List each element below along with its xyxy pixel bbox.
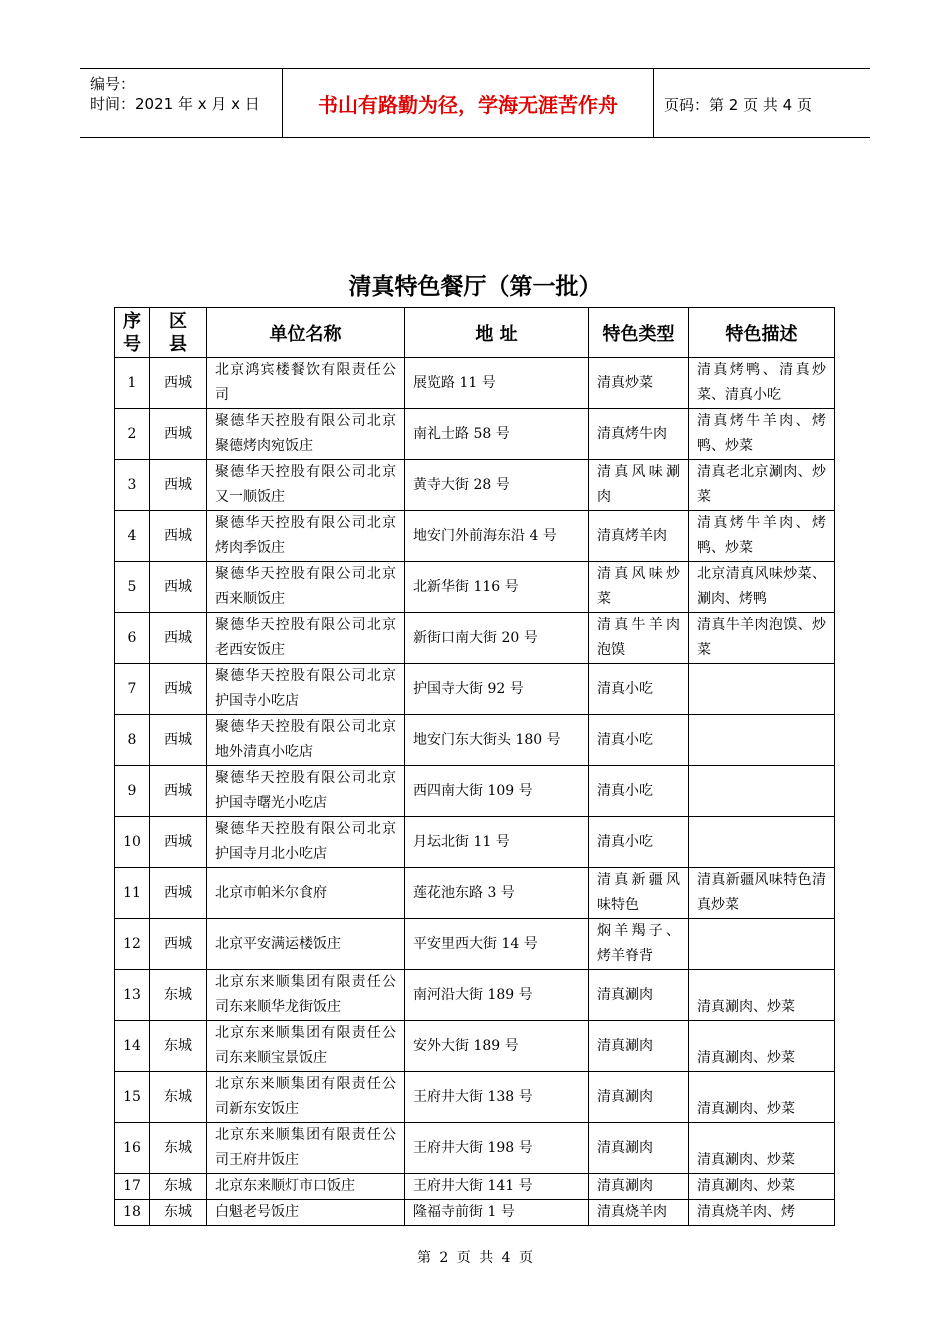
cell-district: 东城 [150, 1123, 207, 1174]
cell-address: 地安门东大街头 180 号 [405, 715, 589, 766]
page-header [80, 68, 870, 138]
cell-district: 西城 [150, 511, 207, 562]
cell-type: 清真涮肉 [589, 1123, 689, 1174]
cell-district: 东城 [150, 1021, 207, 1072]
cell-type: 清真烧羊肉 [589, 1200, 689, 1226]
cell-type: 清真炒菜 [589, 358, 689, 409]
cell-name: 聚德华天控股有限公司北京护国寺曙光小吃店 [207, 766, 405, 817]
cell-desc [689, 715, 835, 766]
cell-address: 北新华街 116 号 [405, 562, 589, 613]
cell-type: 清真小吃 [589, 817, 689, 868]
cell-name: 北京鸿宾楼餐饮有限责任公司 [207, 358, 405, 409]
cell-no: 4 [115, 511, 150, 562]
cell-no: 5 [115, 562, 150, 613]
cell-district: 西城 [150, 817, 207, 868]
header-district-text: 区县 [169, 310, 187, 355]
cell-address: 莲花池东路 3 号 [405, 868, 589, 919]
cell-no: 17 [115, 1174, 150, 1200]
cell-type: 清真小吃 [589, 715, 689, 766]
cell-type: 清真小吃 [589, 664, 689, 715]
cell-name: 北京东来顺灯市口饭庄 [207, 1174, 405, 1200]
table-row [115, 1123, 835, 1174]
cell-name: 聚德华天控股有限公司北京护国寺小吃店 [207, 664, 405, 715]
cell-district: 东城 [150, 1200, 207, 1226]
table-row [115, 970, 835, 1021]
cell-desc [689, 919, 835, 970]
table-row [115, 664, 835, 715]
cell-no: 2 [115, 409, 150, 460]
cell-desc: 清真涮肉、炒菜 [689, 970, 835, 1021]
cell-no: 8 [115, 715, 150, 766]
table-row [115, 1021, 835, 1072]
cell-type: 清真小吃 [589, 766, 689, 817]
table-row [115, 358, 835, 409]
cell-desc [689, 766, 835, 817]
cell-desc: 清真烤牛羊肉、烤鸭、炒菜 [689, 511, 835, 562]
cell-desc [689, 817, 835, 868]
table-row [115, 511, 835, 562]
table-row [115, 409, 835, 460]
cell-address: 隆福寺前街 1 号 [405, 1200, 589, 1226]
cell-name: 北京平安满运楼饭庄 [207, 919, 405, 970]
cell-desc [689, 664, 835, 715]
cell-name: 北京东来顺集团有限责任公司东来顺宝景饭庄 [207, 1021, 405, 1072]
cell-type: 清真涮肉 [589, 970, 689, 1021]
cell-address: 黄寺大街 28 号 [405, 460, 589, 511]
header-district [150, 308, 207, 358]
cell-address: 南河沿大街 189 号 [405, 970, 589, 1021]
cell-address: 平安里西大街 14 号 [405, 919, 589, 970]
cell-no: 14 [115, 1021, 150, 1072]
time-label: 时间：2021 年 x 月 x 日 [90, 95, 260, 113]
cell-name: 北京东来顺集团有限责任公司东来顺华龙街饭庄 [207, 970, 405, 1021]
cell-district: 西城 [150, 613, 207, 664]
cell-desc: 北京清真风味炒菜、涮肉、烤鸭 [689, 562, 835, 613]
cell-no: 1 [115, 358, 150, 409]
cell-no: 9 [115, 766, 150, 817]
cell-name: 聚德华天控股有限公司北京老西安饭庄 [207, 613, 405, 664]
cell-type: 清真风味炒菜 [589, 562, 689, 613]
cell-desc: 清真烤鸭、清真炒菜、清真小吃 [689, 358, 835, 409]
cell-type: 清真涮肉 [589, 1174, 689, 1200]
table-row [115, 817, 835, 868]
cell-desc: 清真涮肉、炒菜 [689, 1174, 835, 1200]
cell-address: 护国寺大街 92 号 [405, 664, 589, 715]
cell-name: 聚德华天控股有限公司北京又一顺饭庄 [207, 460, 405, 511]
header-page-info: 页码：第 2 页 共 4 页 [664, 96, 812, 114]
cell-no: 15 [115, 1072, 150, 1123]
table-row [115, 613, 835, 664]
cell-address: 王府井大街 138 号 [405, 1072, 589, 1123]
cell-type: 清真烤牛肉 [589, 409, 689, 460]
cell-address: 安外大街 189 号 [405, 1021, 589, 1072]
cell-district: 西城 [150, 358, 207, 409]
cell-district: 东城 [150, 1072, 207, 1123]
cell-address: 王府井大街 198 号 [405, 1123, 589, 1174]
cell-no: 16 [115, 1123, 150, 1174]
cell-type: 清真涮肉 [589, 1072, 689, 1123]
page-footer: 第 2 页 共 4 页 [416, 1250, 534, 1266]
cell-type: 清真牛羊肉泡馍 [589, 613, 689, 664]
cell-desc: 清真老北京涮肉、炒菜 [689, 460, 835, 511]
cell-district: 西城 [150, 919, 207, 970]
table-row [115, 919, 835, 970]
cell-desc: 清真涮肉、炒菜 [689, 1021, 835, 1072]
cell-name: 白魁老号饭庄 [207, 1200, 405, 1226]
cell-district: 西城 [150, 868, 207, 919]
cell-desc: 清真烤牛羊肉、烤鸭、炒菜 [689, 409, 835, 460]
cell-address: 西四南大街 109 号 [405, 766, 589, 817]
table-row [115, 766, 835, 817]
cell-desc: 清真涮肉、炒菜 [689, 1123, 835, 1174]
cell-type: 清真新疆风味特色 [589, 868, 689, 919]
cell-district: 西城 [150, 715, 207, 766]
restaurant-table [114, 307, 835, 1226]
cell-no: 13 [115, 970, 150, 1021]
cell-name: 北京东来顺集团有限责任公司新东安饭庄 [207, 1072, 405, 1123]
cell-district: 西城 [150, 766, 207, 817]
table-row [115, 1174, 835, 1200]
cell-no: 7 [115, 664, 150, 715]
cell-name: 北京东来顺集团有限责任公司王府井饭庄 [207, 1123, 405, 1174]
cell-name: 北京市帕米尔食府 [207, 868, 405, 919]
header-type: 特色类型 [589, 308, 689, 358]
table-row [115, 460, 835, 511]
cell-no: 3 [115, 460, 150, 511]
header-address: 地 址 [405, 308, 589, 358]
cell-name: 聚德华天控股有限公司北京聚德烤肉宛饭庄 [207, 409, 405, 460]
cell-district: 东城 [150, 970, 207, 1021]
cell-address: 展览路 11 号 [405, 358, 589, 409]
table-row [115, 1200, 835, 1226]
page-title: 清真特色餐厅（第一批） [348, 274, 602, 300]
header-no-text: 序号 [123, 310, 141, 355]
header-motto: 书山有路勤为径，学海无涯苦作舟 [283, 69, 654, 137]
header-no [115, 308, 150, 358]
cell-no: 11 [115, 868, 150, 919]
cell-type: 清真烤羊肉 [589, 511, 689, 562]
table-row [115, 1072, 835, 1123]
cell-address: 王府井大街 141 号 [405, 1174, 589, 1200]
cell-district: 西城 [150, 460, 207, 511]
cell-type: 清真风味涮肉 [589, 460, 689, 511]
cell-name: 聚德华天控股有限公司北京护国寺月北小吃店 [207, 817, 405, 868]
cell-desc: 清真烧羊肉、烤 [689, 1200, 835, 1226]
cell-desc: 清真涮肉、炒菜 [689, 1072, 835, 1123]
cell-address: 南礼士路 58 号 [405, 409, 589, 460]
header-meta [80, 69, 283, 137]
cell-name: 聚德华天控股有限公司北京地外清真小吃店 [207, 715, 405, 766]
cell-name: 聚德华天控股有限公司北京西来顺饭庄 [207, 562, 405, 613]
cell-address: 月坛北街 11 号 [405, 817, 589, 868]
cell-address: 地安门外前海东沿 4 号 [405, 511, 589, 562]
cell-no: 6 [115, 613, 150, 664]
cell-type: 焖羊羯子、烤羊脊背 [589, 919, 689, 970]
table-row [115, 868, 835, 919]
header-desc: 特色描述 [689, 308, 835, 358]
header-name: 单位名称 [207, 308, 405, 358]
cell-desc: 清真牛羊肉泡馍、炒菜 [689, 613, 835, 664]
cell-no: 10 [115, 817, 150, 868]
cell-no: 18 [115, 1200, 150, 1226]
cell-no: 12 [115, 919, 150, 970]
cell-district: 西城 [150, 409, 207, 460]
table-row [115, 715, 835, 766]
cell-address: 新街口南大街 20 号 [405, 613, 589, 664]
cell-district: 西城 [150, 664, 207, 715]
table-row [115, 562, 835, 613]
table-body [115, 358, 835, 1226]
cell-district: 西城 [150, 562, 207, 613]
serial-label: 编号： [90, 75, 136, 93]
table-header-row [115, 308, 835, 358]
cell-name: 聚德华天控股有限公司北京烤肉季饭庄 [207, 511, 405, 562]
cell-type: 清真涮肉 [589, 1021, 689, 1072]
cell-district: 东城 [150, 1174, 207, 1200]
cell-desc: 清真新疆风味特色清真炒菜 [689, 868, 835, 919]
